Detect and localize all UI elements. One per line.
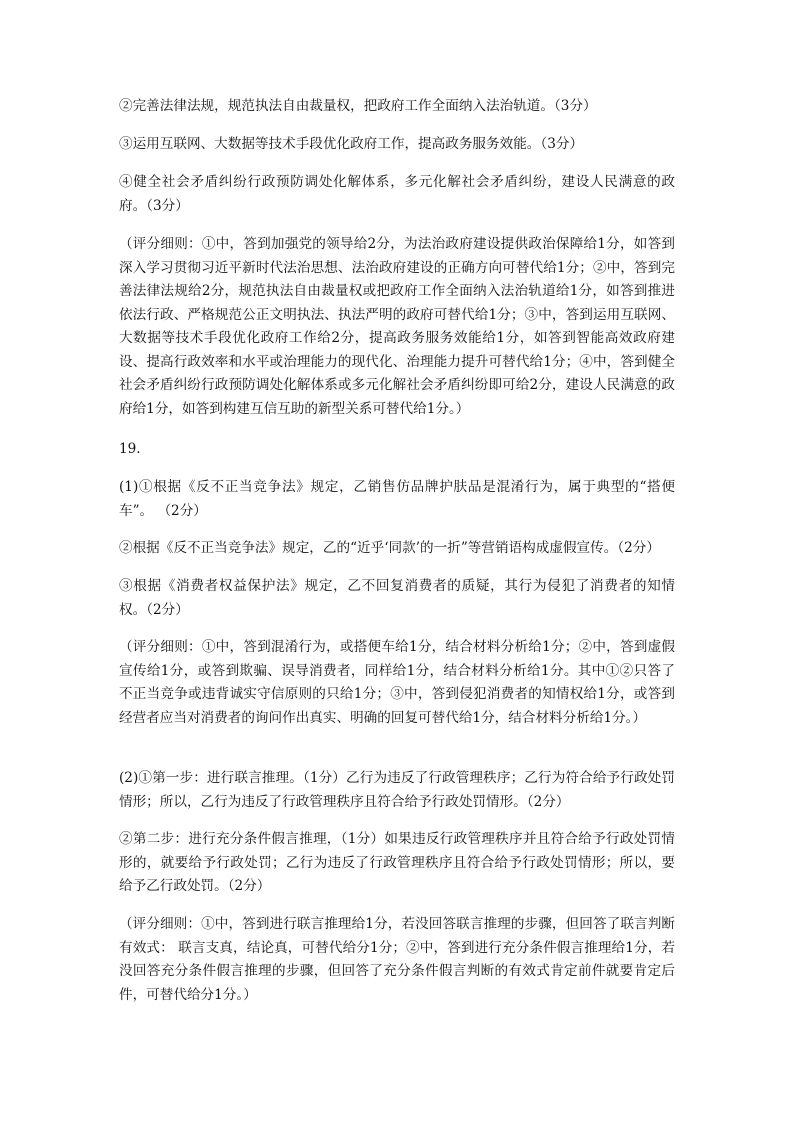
answer-19-2-step-2: ②第二步：进行充分条件假言推理，（1分）如果违反行政管理秩序并且符合给予行政处罚情形的，就要给予行政处罚；乙行为违反了行政管理秩序且符合给予行政处罚情形；所以，要给予乙行政处罚。（2分） xyxy=(119,831,675,894)
scoring-rules-19-1: （评分细则：①中，答到混淆行为，或搭便车给1分，结合材料分析给1分；②中，答到虚假宣传给1分，或答到欺骗、误导消费者，同样给1分，结合材料分析给1分。其中①②只答了不正当竞争或违背诚实守信原则的只给1分；③中，答到侵犯消费者的知情权给1分，或答到经营者应当对消费者的询问作出真实、明确的回复可替代给1分，结合材料分析给1分。） xyxy=(119,639,675,726)
answer-19-1-item-1: (1)①根据《反不正当竞争法》规定，乙销售仿品牌护肤品是混淆行为，属于典型的“搭便车”。 （2分） xyxy=(119,479,675,519)
answer-item-3: ③运用互联网、大数据等技术手段优化政府工作，提高政务服务效能。（3分） xyxy=(119,136,584,152)
answer-item-4: ④健全社会矛盾纠纷行政预防调处化解体系，多元化解社会矛盾纠纷，建设人民满意的政府。（3分） xyxy=(119,174,675,214)
question-number-19: 19. xyxy=(119,441,141,457)
scoring-rules-18: （评分细则：①中，答到加强党的领导给2分，为法治政府建设提供政治保障给1分，如答到深入学习贯彻习近平新时代法治思想、法治政府建设的正确方向可替代给1分；②中，答到完善法律法规给2分，规范执法自由裁量权或把政府工作全面纳入法治轨道给1分，如答到推进依法行政、严格规范公正文明执法、执法严明的政府可替代给1分；③中，答到运用互联网、大数据等技术手段优化政府工作给2分，提高政务服务效能给1分，如答到智能高效政府建设、提高行政效率和水平或治理能力的现代化、治理能力提升可替代给1分；④中，答到健全社会矛盾纠纷行政预防调处化解体系或多元化解社会矛盾纠纷即可给2分，建设人民满意的政府给1分，如答到构建互信互助的新型关系可替代给1分。） xyxy=(119,236,675,417)
answer-19-1-item-2: ②根据《反不正当竞争法》规定，乙的“近乎‘同款’的一折”等营销语构成虚假宣传。（2分） xyxy=(119,540,660,556)
scoring-rules-19-2: （评分细则：①中，答到进行联言推理给1分，若没回答联言推理的步骤，但回答了联言判断有效式： 联言支真，结论真，可替代给分1分；②中，答到进行充分条件假言推理给1分，若没回答充分条件假言推理的步骤，但回答了充分条件假言判断的有效式肯定前件就要肯定后件，可替代给分1分。） xyxy=(119,916,675,1003)
answer-19-2-step-1: (2)①第一步：进行联言推理。（1分）乙行为违反了行政管理秩序；乙行为符合给予行政处罚情形；所以，乙行为违反了行政管理秩序且符合给予行政处罚情形。（2分） xyxy=(119,770,675,810)
answer-19-1-item-3: ③根据《消费者权益保护法》规定，乙不回复消费者的质疑，其行为侵犯了消费者的知情权。（2分） xyxy=(119,578,675,618)
answer-item-2: ②完善法律法规，规范执法自由裁量权，把政府工作全面纳入法治轨道。（3分） xyxy=(119,98,597,114)
